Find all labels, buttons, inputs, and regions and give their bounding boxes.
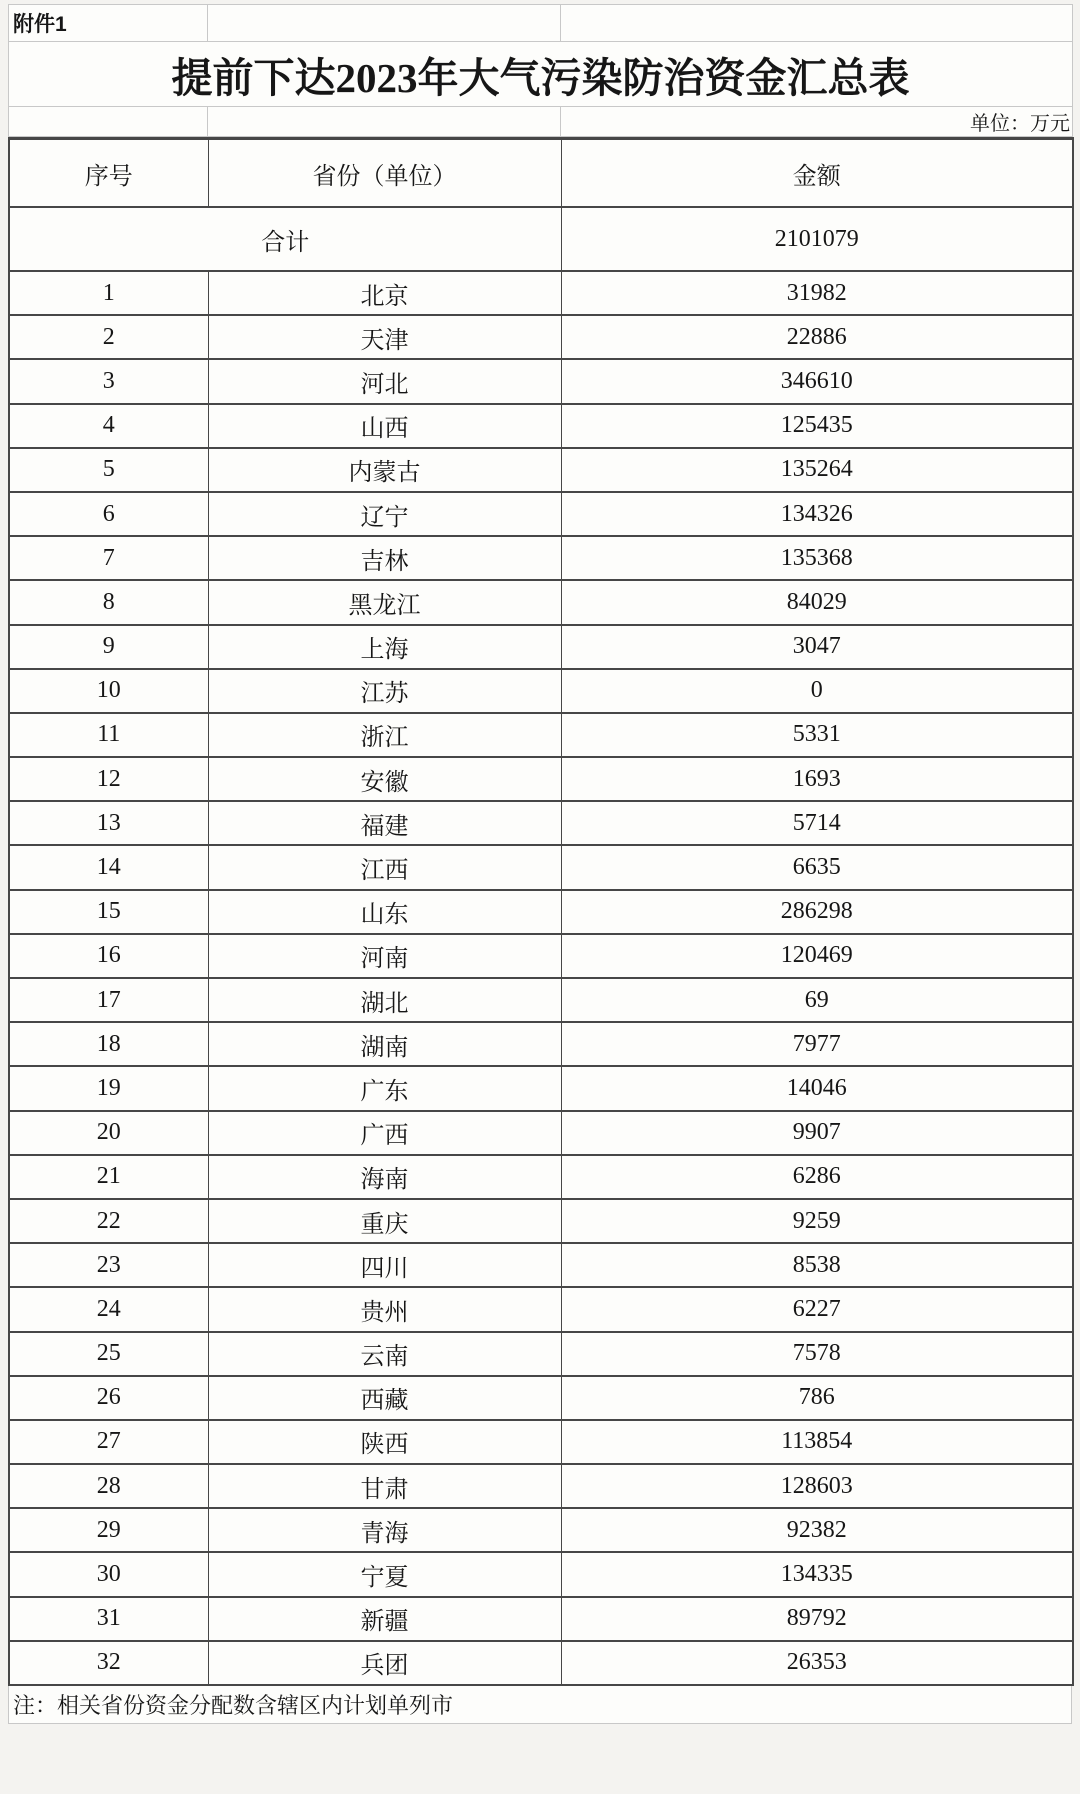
table-row bbox=[9, 1376, 1073, 1420]
row-no: 1 bbox=[9, 271, 208, 315]
row-no: 32 bbox=[9, 1641, 208, 1685]
attachment-row bbox=[9, 5, 1073, 42]
row-amount: 346610 bbox=[561, 359, 1073, 403]
row-no: 25 bbox=[9, 1332, 208, 1376]
row-no: 7 bbox=[9, 536, 208, 580]
row-no: 20 bbox=[9, 1111, 208, 1155]
row-province: 湖南 bbox=[208, 1022, 561, 1066]
row-no: 9 bbox=[9, 625, 208, 669]
row-amount: 6286 bbox=[561, 1155, 1073, 1199]
table-row bbox=[9, 1641, 1073, 1685]
table-row bbox=[9, 1155, 1073, 1199]
row-amount: 7977 bbox=[561, 1022, 1073, 1066]
row-amount: 134335 bbox=[561, 1552, 1073, 1596]
table-row bbox=[9, 713, 1073, 757]
row-amount: 134326 bbox=[561, 492, 1073, 536]
row-amount: 786 bbox=[561, 1376, 1073, 1420]
row-no: 22 bbox=[9, 1199, 208, 1243]
row-province: 上海 bbox=[208, 625, 561, 669]
row-amount: 1693 bbox=[561, 757, 1073, 801]
row-no: 27 bbox=[9, 1420, 208, 1464]
table-row bbox=[9, 1552, 1073, 1596]
table-row bbox=[9, 448, 1073, 492]
table-row bbox=[9, 1508, 1073, 1552]
row-no: 5 bbox=[9, 448, 208, 492]
table-row bbox=[9, 359, 1073, 403]
table-note: 注：相关省份资金分配数含辖区内计划单列市 bbox=[8, 1686, 1072, 1724]
document-title: 提前下达2023年大气污染防治资金汇总表 bbox=[9, 42, 1073, 107]
row-province: 辽宁 bbox=[208, 492, 561, 536]
table-row bbox=[9, 1022, 1073, 1066]
table-row bbox=[9, 625, 1073, 669]
row-no: 23 bbox=[9, 1243, 208, 1287]
row-no: 6 bbox=[9, 492, 208, 536]
row-no: 17 bbox=[9, 978, 208, 1022]
row-province: 安徽 bbox=[208, 757, 561, 801]
row-amount: 5714 bbox=[561, 801, 1073, 845]
header-cell-amount: 金额 bbox=[561, 139, 1073, 208]
table-row bbox=[9, 757, 1073, 801]
row-province: 兵团 bbox=[208, 1641, 561, 1685]
row-no: 28 bbox=[9, 1464, 208, 1508]
row-no: 12 bbox=[9, 757, 208, 801]
row-province: 青海 bbox=[208, 1508, 561, 1552]
table-header-row bbox=[9, 139, 1073, 208]
row-no: 4 bbox=[9, 404, 208, 448]
row-province: 江西 bbox=[208, 845, 561, 889]
row-province: 山西 bbox=[208, 404, 561, 448]
row-amount: 6227 bbox=[561, 1287, 1073, 1331]
table-row bbox=[9, 890, 1073, 934]
header-cell-province: 省份（单位） bbox=[208, 139, 561, 208]
row-amount: 113854 bbox=[561, 1420, 1073, 1464]
table-row bbox=[9, 669, 1073, 713]
row-no: 18 bbox=[9, 1022, 208, 1066]
row-province: 广西 bbox=[208, 1111, 561, 1155]
row-province: 江苏 bbox=[208, 669, 561, 713]
row-province: 新疆 bbox=[208, 1597, 561, 1641]
row-amount: 135264 bbox=[561, 448, 1073, 492]
table-row bbox=[9, 492, 1073, 536]
row-no: 3 bbox=[9, 359, 208, 403]
row-province: 重庆 bbox=[208, 1199, 561, 1243]
table-row bbox=[9, 315, 1073, 359]
row-amount: 22886 bbox=[561, 315, 1073, 359]
row-province: 河南 bbox=[208, 934, 561, 978]
row-amount: 14046 bbox=[561, 1066, 1073, 1110]
unit-label: 单位：万元 bbox=[561, 107, 1073, 137]
row-amount: 125435 bbox=[561, 404, 1073, 448]
table-row bbox=[9, 845, 1073, 889]
row-province: 浙江 bbox=[208, 713, 561, 757]
row-amount: 128603 bbox=[561, 1464, 1073, 1508]
table-body bbox=[9, 271, 1073, 1685]
row-no: 21 bbox=[9, 1155, 208, 1199]
attachment-row-empty-cell bbox=[208, 5, 561, 42]
table-row bbox=[9, 934, 1073, 978]
row-province: 河北 bbox=[208, 359, 561, 403]
row-amount: 120469 bbox=[561, 934, 1073, 978]
row-amount: 8538 bbox=[561, 1243, 1073, 1287]
row-province: 吉林 bbox=[208, 536, 561, 580]
unit-row bbox=[9, 107, 1073, 137]
table-row bbox=[9, 1243, 1073, 1287]
row-no: 8 bbox=[9, 580, 208, 624]
table-row bbox=[9, 1111, 1073, 1155]
row-no: 15 bbox=[9, 890, 208, 934]
row-no: 31 bbox=[9, 1597, 208, 1641]
unit-row-empty-cell bbox=[9, 107, 208, 137]
row-province: 湖北 bbox=[208, 978, 561, 1022]
row-province: 四川 bbox=[208, 1243, 561, 1287]
row-no: 16 bbox=[9, 934, 208, 978]
total-amount: 2101079 bbox=[561, 207, 1073, 271]
total-label: 合计 bbox=[9, 207, 561, 271]
table-row bbox=[9, 1066, 1073, 1110]
table-row bbox=[9, 271, 1073, 315]
row-amount: 3047 bbox=[561, 625, 1073, 669]
row-province: 北京 bbox=[208, 271, 561, 315]
row-province: 福建 bbox=[208, 801, 561, 845]
table-row bbox=[9, 1199, 1073, 1243]
row-amount: 31982 bbox=[561, 271, 1073, 315]
row-province: 陕西 bbox=[208, 1420, 561, 1464]
row-province: 海南 bbox=[208, 1155, 561, 1199]
table-row bbox=[9, 404, 1073, 448]
row-province: 宁夏 bbox=[208, 1552, 561, 1596]
row-amount: 92382 bbox=[561, 1508, 1073, 1552]
unit-row-empty-cell bbox=[208, 107, 561, 137]
row-province: 西藏 bbox=[208, 1376, 561, 1420]
attachment-row-empty-cell bbox=[561, 5, 1073, 42]
top-section bbox=[8, 4, 1073, 137]
table-row bbox=[9, 536, 1073, 580]
row-province: 广东 bbox=[208, 1066, 561, 1110]
table-row bbox=[9, 580, 1073, 624]
row-no: 13 bbox=[9, 801, 208, 845]
row-amount: 5331 bbox=[561, 713, 1073, 757]
row-amount: 69 bbox=[561, 978, 1073, 1022]
title-row bbox=[9, 42, 1073, 107]
summary-table bbox=[8, 137, 1074, 1686]
row-no: 14 bbox=[9, 845, 208, 889]
row-no: 26 bbox=[9, 1376, 208, 1420]
table-row bbox=[9, 1597, 1073, 1641]
row-no: 2 bbox=[9, 315, 208, 359]
row-province: 天津 bbox=[208, 315, 561, 359]
header-cell-no: 序号 bbox=[9, 139, 208, 208]
table-row bbox=[9, 1287, 1073, 1331]
row-no: 29 bbox=[9, 1508, 208, 1552]
row-no: 11 bbox=[9, 713, 208, 757]
row-amount: 286298 bbox=[561, 890, 1073, 934]
row-no: 19 bbox=[9, 1066, 208, 1110]
row-province: 黑龙江 bbox=[208, 580, 561, 624]
attachment-label: 附件1 bbox=[9, 5, 208, 42]
row-province: 甘肃 bbox=[208, 1464, 561, 1508]
row-amount: 9907 bbox=[561, 1111, 1073, 1155]
row-amount: 7578 bbox=[561, 1332, 1073, 1376]
row-province: 内蒙古 bbox=[208, 448, 561, 492]
row-amount: 0 bbox=[561, 669, 1073, 713]
row-amount: 9259 bbox=[561, 1199, 1073, 1243]
row-no: 24 bbox=[9, 1287, 208, 1331]
row-province: 贵州 bbox=[208, 1287, 561, 1331]
row-amount: 26353 bbox=[561, 1641, 1073, 1685]
row-province: 山东 bbox=[208, 890, 561, 934]
row-no: 10 bbox=[9, 669, 208, 713]
total-row bbox=[9, 207, 1073, 271]
table-row bbox=[9, 978, 1073, 1022]
table-row bbox=[9, 1464, 1073, 1508]
row-no: 30 bbox=[9, 1552, 208, 1596]
table-row bbox=[9, 1332, 1073, 1376]
row-amount: 135368 bbox=[561, 536, 1073, 580]
row-amount: 89792 bbox=[561, 1597, 1073, 1641]
row-province: 云南 bbox=[208, 1332, 561, 1376]
row-amount: 6635 bbox=[561, 845, 1073, 889]
table-row bbox=[9, 1420, 1073, 1464]
row-amount: 84029 bbox=[561, 580, 1073, 624]
table-row bbox=[9, 801, 1073, 845]
